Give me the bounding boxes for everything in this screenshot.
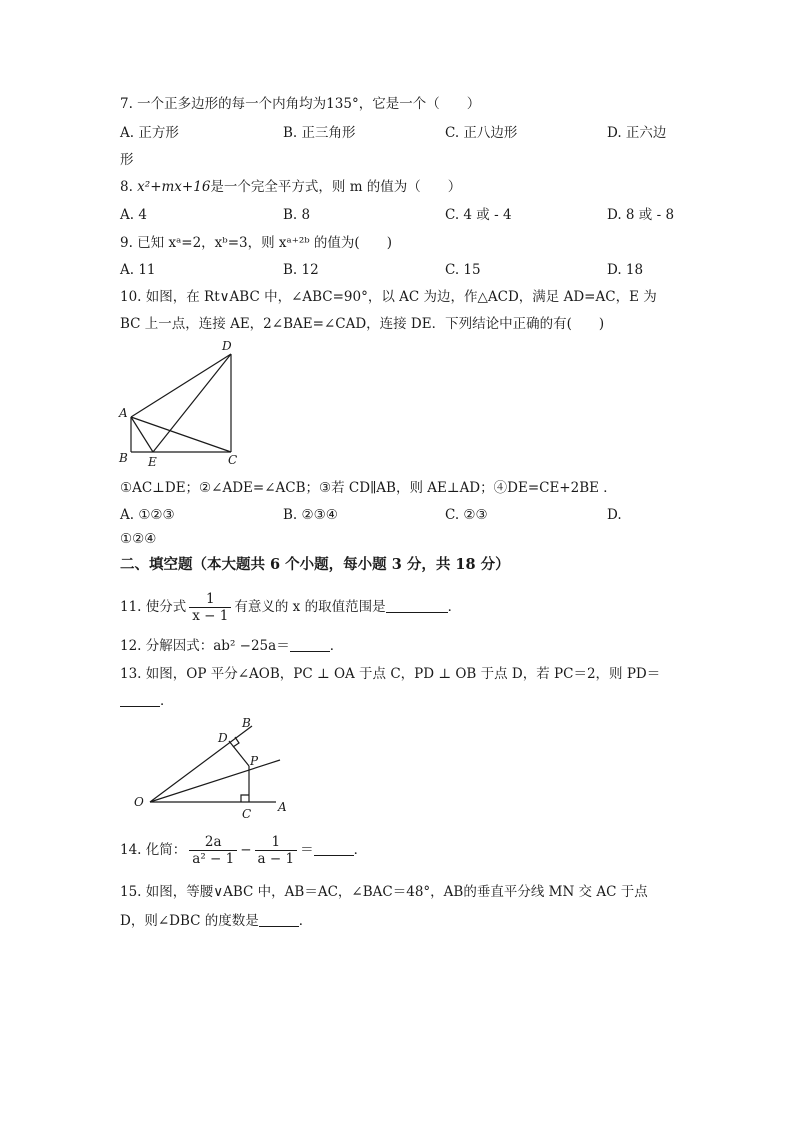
q14-answer-blank[interactable]: [314, 841, 354, 856]
q13-answer-blank[interactable]: [120, 692, 160, 707]
q14-minus: −: [240, 842, 252, 858]
q10-stem-line2: BC 上一点，连接 AE，2∠BAE=∠CAD，连接 DE．下列结论中正确的有( ): [120, 316, 605, 332]
q13-segment-pd: [229, 741, 249, 766]
q11-answer-blank[interactable]: [386, 598, 448, 613]
q10-option-a: A. ①②③: [120, 507, 175, 523]
q8-option-c: C. 4 或 - 4: [445, 207, 512, 223]
q11-end: ．: [447, 599, 462, 615]
q13-figure: [128, 712, 298, 824]
q10-segment-ae: [131, 417, 153, 452]
q13-label-p: P: [250, 754, 259, 768]
q8-number: 8.: [120, 179, 138, 195]
q10-statements: ①AC⊥DE；②∠ADE=∠ACB；③若 CD∥AB，则 AE⊥AD；④DE=CE+2BE ．: [120, 480, 617, 496]
q13-label-d: D: [218, 731, 228, 745]
q8-stem: [120, 177, 461, 197]
q14-equals: ＝: [300, 842, 314, 858]
q14-fraction-1-denominator: a² − 1: [192, 851, 235, 867]
q13-end: ．: [160, 693, 174, 709]
q7-option-c: C. 正八边形: [445, 125, 518, 141]
q14-fraction-2-denominator: a − 1: [257, 851, 295, 867]
q9-option-d: D. 18: [607, 262, 644, 278]
q12-line: [120, 636, 343, 656]
q11-fraction-denominator: x − 1: [192, 608, 229, 624]
q10-label-d: D: [222, 339, 232, 353]
q9-stem: 9. 已知 xᵃ=2，xᵇ=3，则 xᵃ⁺²ᵇ 的值为( ): [120, 235, 392, 251]
q10-figure: [110, 336, 250, 472]
q10-label-b: B: [119, 451, 128, 465]
q13-label-c: C: [242, 807, 252, 821]
q12-end: ．: [329, 638, 344, 654]
q13-ray-op: [150, 760, 280, 802]
q14-fraction-2-numerator: 1: [255, 834, 298, 851]
q10-segment-ad: [131, 354, 231, 417]
q8-option-b: B. 8: [283, 207, 311, 223]
q7-option-d-wrap: 形: [120, 152, 134, 168]
q14-fraction-1: [189, 834, 237, 867]
q13-line2: [120, 691, 174, 711]
q14-fraction-1-numerator: 2a: [189, 834, 237, 851]
q13-right-angle-c: [241, 795, 249, 802]
q10-label-e: E: [148, 455, 157, 469]
q14-line: [120, 831, 367, 869]
q15-stem-line2: D，则∠DBC 的度数是: [120, 913, 259, 929]
q10-option-b: B. ②③④: [283, 507, 338, 523]
q9-option-b: B. 12: [283, 262, 319, 278]
q10-label-c: C: [228, 453, 238, 467]
q10-segment-de: [153, 354, 231, 452]
q14-fraction-2: [255, 834, 298, 867]
q8-option-a: A. 4: [120, 207, 147, 223]
q11-fraction: [189, 591, 231, 624]
q8-option-d: D. 8 或 - 8: [607, 207, 675, 223]
q12-answer-blank[interactable]: [290, 637, 330, 652]
q13-right-angle-d: [233, 737, 239, 747]
q7-option-b: B. 正三角形: [283, 125, 356, 141]
q7-stem: 7. 一个正多边形的每一个内角均为135°，它是一个（ ）: [120, 96, 481, 112]
q13-label-b: B: [242, 716, 251, 730]
q11-number: 11. 使分式: [120, 599, 187, 615]
q10-option-d: D.: [607, 507, 622, 523]
q10-option-c: C. ②③: [445, 507, 488, 523]
q15-line2: [120, 911, 312, 931]
section2-title: 二、填空题（本大题共 6 个小题，每小题 3 分，共 18 分）: [120, 556, 510, 573]
q13-ray-ob: [150, 726, 252, 802]
q14-end: ．: [353, 842, 368, 858]
q10-option-d-wrap: ①②④: [120, 531, 157, 547]
q13-label-o: O: [134, 795, 144, 809]
q12-text: 12. 分解因式：ab² −25a＝: [120, 638, 290, 654]
q9-option-c: C. 15: [445, 262, 481, 278]
q9-option-a: A. 11: [120, 262, 156, 278]
q11-text: 有意义的 x 的取值范围是: [234, 599, 386, 615]
q15-stem-line1: 15. 如图，等腰∨ABC 中，AB＝AC，∠BAC＝48°，AB的垂直平分线 MN 交 AC 于点: [120, 884, 648, 900]
q7-option-d: D. 正六边: [607, 125, 667, 141]
q13-label-a: A: [278, 800, 287, 814]
q8-stem-text: 是一个完全平方式，则 m 的值为（ ）: [210, 179, 462, 195]
q11-line: [120, 588, 461, 626]
q15-answer-blank[interactable]: [259, 912, 299, 927]
q13-stem-line1: 13. 如图，OP 平分∠AOB，PC ⊥ OA 于点 C，PD ⊥ OB 于点 D，若 PC＝2，则 PD＝: [120, 666, 661, 682]
q11-fraction-numerator: 1: [189, 591, 231, 608]
q14-number: 14. 化简：: [120, 842, 187, 858]
q7-option-a: A. 正方形: [120, 125, 179, 141]
q10-label-a: A: [119, 406, 128, 420]
q8-expression: x²+mx+16: [137, 179, 211, 195]
q10-stem-line1: 10. 如图，在 Rt∨ABC 中，∠ABC=90°，以 AC 为边，作△ACD，满足 AD=AC，E 为: [120, 289, 657, 305]
q10-segment-ac: [131, 417, 231, 452]
q15-end: ．: [298, 913, 313, 929]
